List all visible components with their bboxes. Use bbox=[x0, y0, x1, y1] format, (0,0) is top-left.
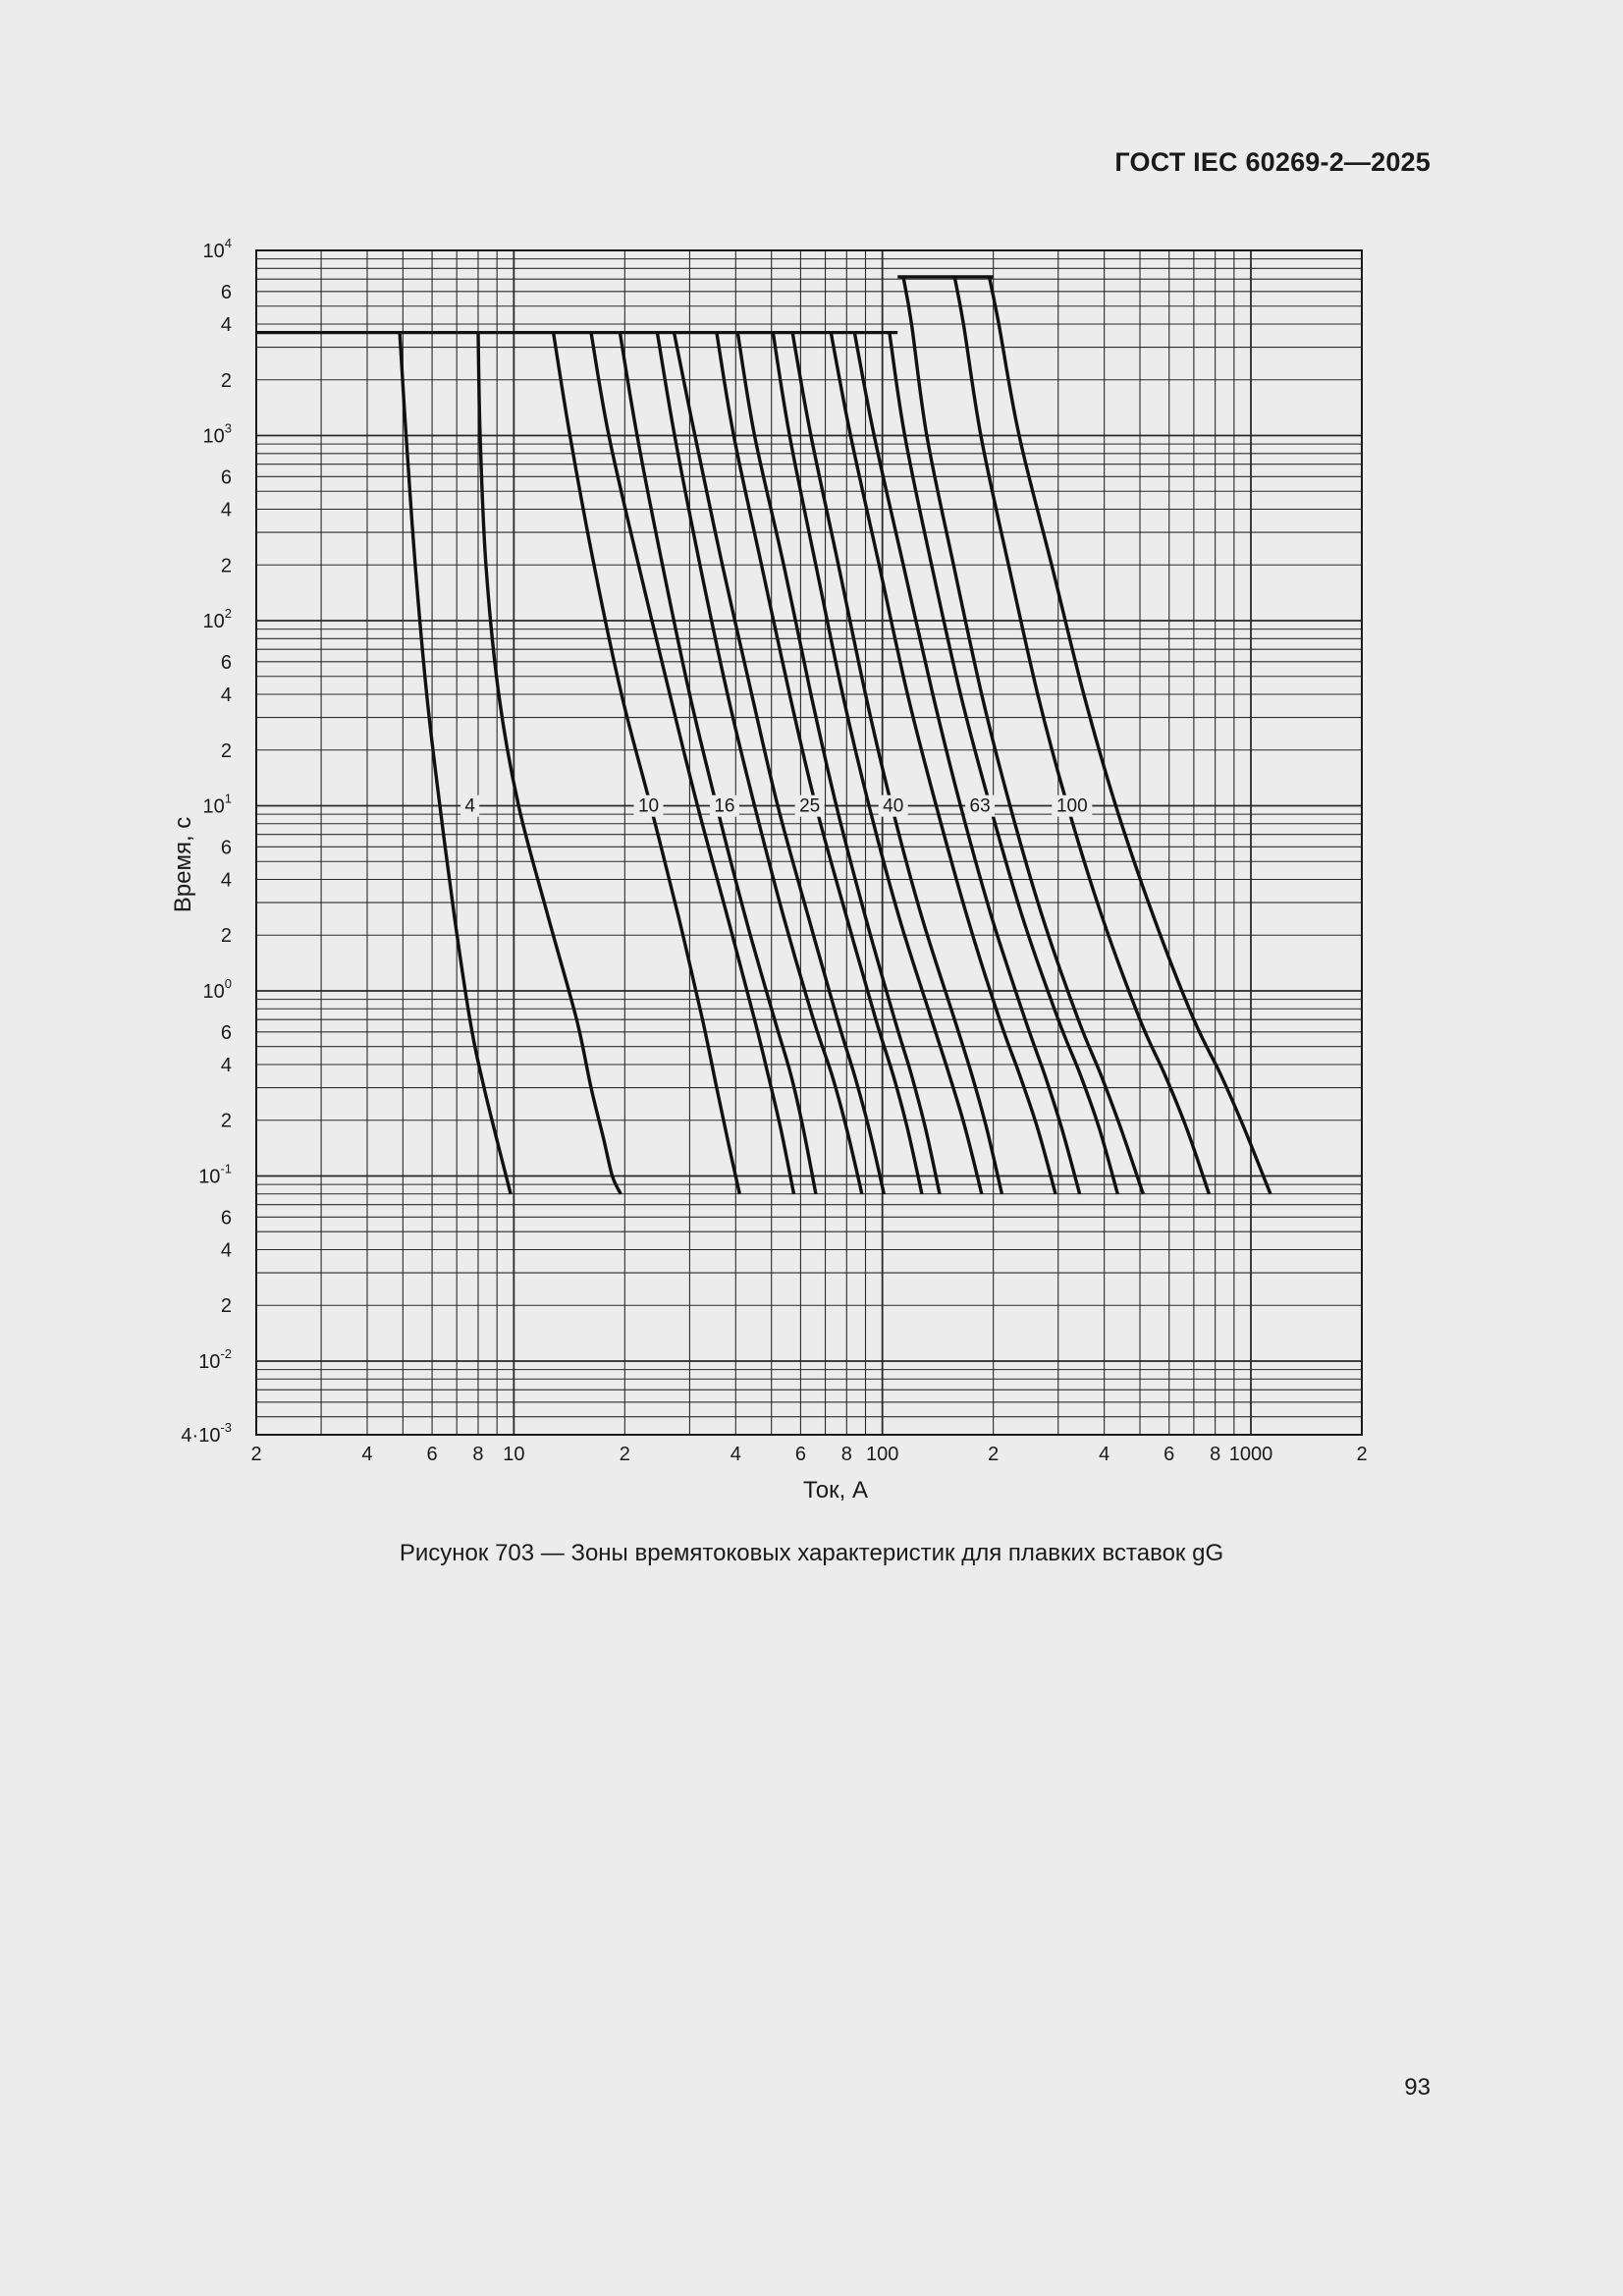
y-tick-label: $10^2$ bbox=[202, 605, 232, 632]
y-tick-label: 2 bbox=[220, 369, 232, 392]
y-axis-title: Время, с bbox=[170, 816, 196, 913]
y-tick-label: 6 bbox=[220, 1207, 232, 1230]
y-tick-label: $10^3$ bbox=[202, 420, 232, 448]
x-tick-label: 10 bbox=[503, 1444, 525, 1465]
y-tick-label: 6 bbox=[220, 1021, 232, 1044]
y-tick-label: $10^0$ bbox=[202, 975, 232, 1003]
y-tick-label: 6 bbox=[220, 281, 232, 303]
curve-label: 63 bbox=[969, 795, 991, 817]
characteristic-curve bbox=[990, 277, 1271, 1194]
x-tick-label: 6 bbox=[426, 1444, 438, 1465]
y-tick-label: 2 bbox=[220, 925, 232, 948]
y-tick-label: $10^4$ bbox=[202, 236, 232, 262]
x-tick-label: 100 bbox=[865, 1444, 899, 1465]
y-tick-label: 4 bbox=[220, 684, 232, 707]
x-tick-label: 2 bbox=[250, 1444, 262, 1465]
page-number: 93 bbox=[1404, 2074, 1431, 2101]
y-tick-label: 6 bbox=[220, 837, 232, 859]
x-tick-label: 8 bbox=[840, 1444, 852, 1465]
curve-label: 100 bbox=[1055, 795, 1088, 817]
y-tick-label: $10^{-2}$ bbox=[198, 1345, 232, 1373]
y-tick-label: 2 bbox=[220, 1110, 232, 1132]
document-header: ГОСТ IEC 60269-2—2025 bbox=[1114, 147, 1431, 177]
curve-label: 4 bbox=[464, 795, 475, 817]
x-tick-label: 2 bbox=[1356, 1444, 1368, 1465]
y-tick-label: $4\cdot 10^{-3}$ bbox=[181, 1420, 232, 1447]
x-tick-label: 1000 bbox=[1228, 1444, 1273, 1465]
y-tick-label: 2 bbox=[220, 739, 232, 762]
x-tick-label: 4 bbox=[1099, 1444, 1110, 1465]
y-tick-label: $10^1$ bbox=[202, 791, 232, 818]
y-tick-label: 2 bbox=[220, 555, 232, 577]
y-tick-label: 4 bbox=[220, 314, 232, 337]
curve-label: 25 bbox=[799, 795, 821, 817]
y-tick-label: 4 bbox=[220, 869, 232, 892]
y-tick-label: 4 bbox=[220, 1239, 232, 1262]
x-axis-ticks bbox=[250, 1444, 1367, 1465]
curve-label: 16 bbox=[714, 795, 735, 817]
x-tick-label: 4 bbox=[730, 1444, 741, 1465]
x-tick-label: 8 bbox=[1210, 1444, 1221, 1465]
y-tick-label: 4 bbox=[220, 1055, 232, 1077]
y-tick-label: 2 bbox=[220, 1295, 232, 1318]
figure-caption: Рисунок 703 — Зоны времятоковых характеристик для плавких вставок gG bbox=[399, 1540, 1224, 1566]
y-tick-label: 6 bbox=[220, 466, 232, 489]
x-tick-label: 2 bbox=[988, 1444, 1000, 1465]
x-axis-title: Ток, А bbox=[803, 1477, 869, 1503]
y-tick-label: $10^{-1}$ bbox=[198, 1161, 232, 1188]
curve-label: 10 bbox=[637, 795, 660, 817]
characteristic-curve bbox=[903, 277, 1143, 1194]
curve-label: 40 bbox=[883, 795, 904, 817]
x-tick-label: 6 bbox=[794, 1444, 806, 1465]
y-tick-label: 6 bbox=[220, 651, 232, 674]
x-tick-label: 8 bbox=[472, 1444, 484, 1465]
x-tick-label: 4 bbox=[361, 1444, 373, 1465]
y-tick-label: 4 bbox=[220, 499, 232, 521]
x-tick-label: 2 bbox=[619, 1444, 630, 1465]
x-tick-label: 6 bbox=[1163, 1444, 1175, 1465]
